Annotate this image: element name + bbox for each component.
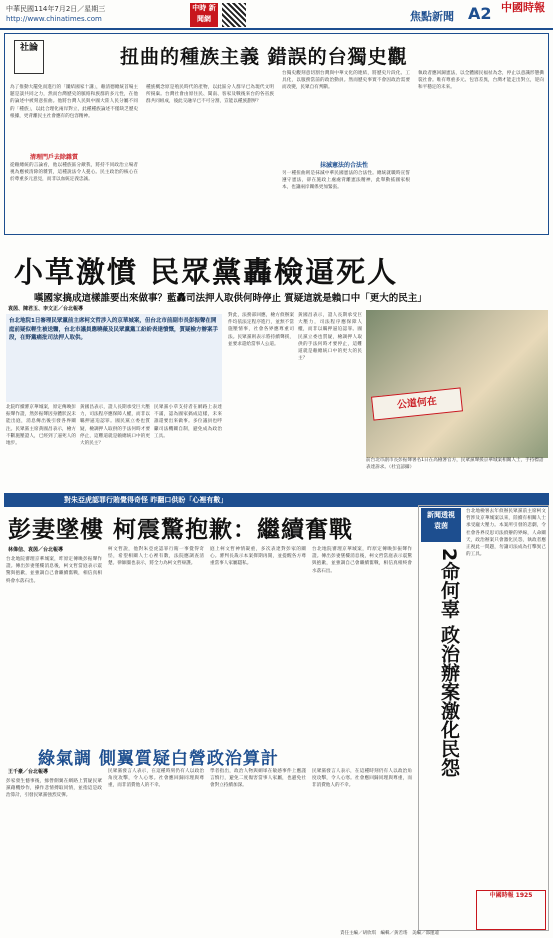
brand-logo: 中國時報 <box>501 1 545 14</box>
editorial-col-3: 台獨史觀刻意切割台灣與中華文化的連結，將歷史片段化、工具化，以服務當前的政治動員。然而歷史事實不會因政治需要而改變，民眾自有判斷。 <box>282 71 410 91</box>
story3-col-3: 學者指出，政治人物與網軍在敏感事件上應謹言慎行，避免二度傷害當事人家屬，也避免社會對立持續加深。 <box>210 769 306 789</box>
story2-headline: 彭妻墜樓 柯震驚抱歉：繼續奮戰 <box>8 517 354 543</box>
story1-col-2: 黃國昌表示，證人長期承受巨大壓力，司法程序應保障人權，而非以羈押逼迫認罪。國民黨立委也質疑，檢調押人取供的手法何時才要停止，這難道就是賴總統口中的更大的民主？ <box>80 405 150 447</box>
story3-byline: 王千豪／台北報導 <box>8 769 49 775</box>
protest-photo <box>366 310 548 458</box>
story1-col-1: 北院昨續審京華城案，原定傳喚彭振聲作證，然彭振聲因身體狀況未能出庭，消息傳出後引發各界關注。民眾黨主席黃國昌表示，檢方不斷施壓證人，已經到了逼死人的地步。 <box>6 405 76 447</box>
photo-banner-text: 公道何在 <box>371 387 463 420</box>
page-number: A2 <box>468 4 492 23</box>
news-logo: 中時 新聞網 <box>190 3 218 27</box>
analysis-author: 袁茵 <box>434 522 448 530</box>
editorial-col-1b: 從賴總統的言論看，他以種族區分敵我，將持不同政治立場者視為應被清除的雜質，這種說法令人憂心。民主政治的核心在於尊重多元意見，而非以血統定義忠誠。 <box>10 163 138 183</box>
editorial-stamp: 社論 <box>14 40 44 74</box>
qr-code-icon <box>222 3 246 27</box>
story1-col-5: 黃國昌表示，證人長期承受巨大壓力，司法程序應保障人權，而非以羈押逼迫認罪。國民黨立委也質疑，檢調押人取供的手法何時才要停止，這難道就是賴總統口中的更大的民主？ <box>298 313 362 362</box>
editorial-title: 扭曲的種族主義 錯誤的台獨史觀 <box>120 46 408 68</box>
site-url[interactable]: http://www.chinatimes.com <box>6 15 102 23</box>
story3-col-2: 民眾黨發言人表示，在這種時刻仍有人以政治角度攻擊，令人心寒。社會應回歸同理與尊重，而非消費他人的不幸。 <box>108 769 204 789</box>
editorial-col-2: 種族概念原是殖民時代的產物，以此區分人群早已為現代文明所揚棄。台灣社會由原住民、閩南、客家及戰後來台的各省族群共同組成，彼此交融早已不可分割，豈能以種族劃界？ <box>146 85 274 105</box>
story2-col-2: 柯文哲說，他對朱亞虎認罪行賄一事覺得奇怪，希望相關人士心裡有數，法院應調查清楚。律師團也表示，將全力為柯文哲辯護。 <box>108 547 204 567</box>
anniversary-ad: 中國時報 1925 <box>476 890 546 930</box>
issue-date: 中華民國114年7月2日／星期三 <box>6 5 106 13</box>
editorial-col-4: 執政者應回歸憲法，以全體國民福祉為念，停止以意識形態撕裂社會。唯有尊重多元、包容差異，台灣才能走出對立，迎向和平穩定的未來。 <box>418 71 544 91</box>
story2-col-3: 庭上柯文哲神情凝重，多次表達對彭家的關心。審判長裁示本案擇期再開，並提醒各方尊重當事人家屬隱私。 <box>210 547 306 567</box>
analysis-tag <box>421 508 461 542</box>
editorial-subhead-1: 清理門戶去除雜質 <box>30 154 79 161</box>
page-credits: 責任主編／胡欣琪 編輯／黃若瑤 美編／邵運遠 <box>340 931 439 936</box>
photo-caption: 前台北市副市長彭振聲署名1日在高檢署官方，民眾黨聲援京華城案相關人士，手持標語表達訴求。（杜宜諺攝） <box>366 458 544 470</box>
story2-col-1: 台北地院審理京華城案，昨原定傳喚彭振聲作證。傳出彭妻墜樓消息後，柯文哲當庭表示震驚與抱歉，並強調自己會繼續奮戰，相信真相終會水落石出。 <box>6 557 102 584</box>
analysis-vertical-headline: 2命何辜 政治辦案激化民怨 <box>438 548 460 777</box>
analysis-body: 台北地檢署去年偵辦民眾黨前主席柯文哲涉及京華城案以來，陸續有相關人士承受龐大壓力。本案所引發的悲劇，令社會各界反思司法偵辦的界線，人命關天，政治辦案只會激化民怨，執政者應正視此一問題，勿讓司法成為打擊異己的工具。 <box>466 509 546 558</box>
story2-kicker-band: 對朱亞虎認罪行賄覺得奇怪 昨翻口供盼「心裡有數」 <box>4 493 549 507</box>
story1-byline: 袁茵、陳君玉、李文正／台北報導 <box>8 306 84 312</box>
story3-col-4: 民眾黨發言人表示，在這種時刻仍有人以政治角度攻擊，令人心寒。社會應回歸同理與尊重，而非消費他人的不幸。 <box>312 769 412 789</box>
story1-headline: 小草激憤 民眾黨轟檢逼死人 <box>14 255 399 289</box>
story1-col-4: 對此，法務部回應，檢方偵辦案件均依法定程序進行，並無不當施壓情事，社會各界應尊重司法。民眾黨則表示將持續聲援，並要求還給當事人公道。 <box>228 313 294 347</box>
analysis-tag-label: 新聞透視 <box>427 511 455 519</box>
story1-lead: 台北地院1日審理民眾黨前主席柯文哲涉入的京華城案，但台北市前副市長彭振聲在開庭前疑似輕生被送醫，台北市議員應曉薇及民眾黨黨工紛紛表達憤慨，質疑檢方辦案手段，在野黨痛批司法押人取供。 <box>6 314 222 402</box>
story3-headline: 綠氣調 側翼質疑白營政治算計 <box>38 749 279 769</box>
story1-subhead: 嘆國家搞成這樣誰要出來做事？藍轟司法押人取供何時停止 質疑這就是賴口中「更大的民主」 <box>34 293 427 304</box>
editorial-subhead-2: 抹滅憲法的合法性 <box>320 162 369 169</box>
editorial-col-3b: 另一種扭曲則是抹滅中華民國憲法的合法性。總統就職時宣誓遵守憲法，卻在施政上處處背離憲法精神，此舉動搖國家根本，也讓兩岸關係更加緊張。 <box>282 171 410 191</box>
story1-col-3: 民眾黨小草支持者在網路上表達不滿，認為國家搞成這樣，未來誰還要出來做事。多位議員也呼籲司法機關自制，避免成為政治工具。 <box>154 405 222 439</box>
story2-byline: 林偉信、袁茵／台北報導 <box>8 547 64 553</box>
story2-col-4: 台北地院審理京華城案，昨原定傳喚彭振聲作證。傳出彭妻墜樓消息後，柯文哲當庭表示震驚與抱歉，並強調自己會繼續奮戰，相信真相終會水落石出。 <box>312 547 412 574</box>
editorial-col-1: 為了推動大罷免而進行的「團結國家十講」，賴清德總統首場主題是談共同之力，然而台灣歷史的脈絡和族群的多元性，在他的論述中被刻意扭曲。他將台灣人民與中國大陸人民分屬不同的「種族」，以此合理化兩岸對立，此種種族論述不僅缺乏歷史根據，更背離民主社會應有的包容精神。 <box>10 85 138 119</box>
section-name: 焦點新聞 <box>410 10 454 23</box>
story3-col-1: 彭家發生憾事後，綠營側翼在網路上質疑民眾黨藉機炒作，操作悲情搏取同情，並指這是政治算計，引發民眾黨強烈反彈。 <box>6 779 102 799</box>
